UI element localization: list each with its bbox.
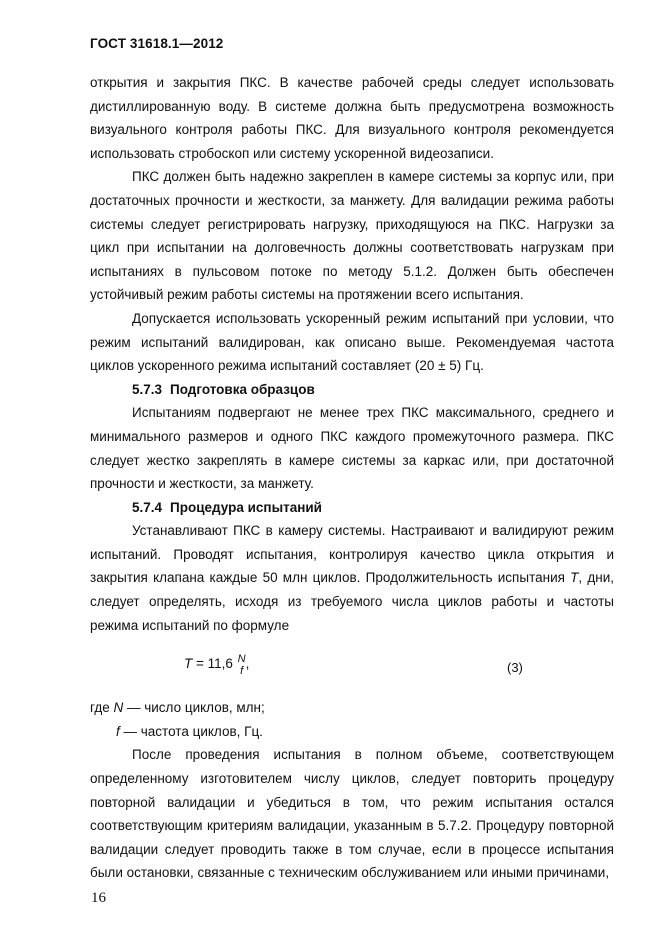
variable-t: T (570, 570, 579, 586)
section-title: Процедура испытаний (170, 499, 322, 515)
page-number: 16 (91, 890, 106, 906)
page-body (90, 71, 614, 885)
where-definition: — частота циклов, Гц. (119, 723, 263, 739)
where-line-n (90, 696, 614, 720)
formula-lhs: T (184, 656, 193, 672)
text-run: , дни, следует определять, исходя из требуемого числа циклов работы и частоты режима испытаний по формуле (90, 570, 614, 633)
where-prefix: где (90, 700, 114, 716)
section-number: 5.7.4 (132, 499, 163, 515)
section-heading-5-7-4 (90, 496, 614, 520)
variable-f: f (116, 723, 120, 739)
paragraph-sample-preparation: Испытаниям подвергают не менее трех ПКС максимального, среднего и минимального размеров и одного ПКС каждого промежуточного размера. ПКС следует жестко закреплять в камере системы за каркас или, при достаточной прочности и жесткости, за манжету. (90, 405, 614, 492)
formula-denominator: f (240, 664, 244, 677)
formula-numerator: N (237, 652, 246, 665)
standard-header: ГОСТ 31618.1—2012 (90, 36, 224, 51)
where-definition: — число циклов, млн; (123, 700, 265, 716)
formula-tail: , (245, 656, 250, 672)
formula-number: (3) (507, 660, 523, 676)
paragraph-accelerated-mode: Допускается использовать ускоренный режим испытаний при условии, что режим испытаний валидирован, как описано выше. Рекомендуемая частота циклов ускоренного режима испытаний составляет (20 ± 5) Гц. (90, 310, 614, 374)
paragraph-revalidation: После проведения испытания в полном объеме, соответствующем определенному изготовителем числу циклов, следует повторить процедуру повторной валидации и убедиться в том, что режим испытания остался соответствующим критериям валидации, указанным в 5.7.2. Процедуру повторной валидации следует проводить также в том случае, если в процессе испытания были остановки, связанные с техническим обслуживанием или иными причинами, (90, 747, 614, 881)
formula-block (90, 640, 614, 690)
paragraph-mounting: ПКС должен быть надежно закреплен в камере системы за корпус или, при достаточных прочности и жесткости, за манжету. Для валидации режима работы системы следует регистрировать нагрузку, приходящуюся на ПКС. Нагрузки за цикл при испытании на долговечность должны соответствовать нагрузкам при испытаниях в пульсовом потоке по методу 5.1.2. Должен быть обеспечен устойчивый режим работы системы на протяжении всего испытания. (90, 169, 614, 303)
formula-fraction (238, 653, 246, 677)
text-run: Устанавливают ПКС в камеру системы. Настраивают и валидируют режим испытаний. Проводят испытания, контролируя качество цикла открытия и закрытия клапана каждые 50 млн циклов. Продолжительность испытания (90, 523, 614, 586)
variable-n: N (113, 700, 124, 716)
paragraph-continuation: открытия и закрытия ПКС. В качестве рабочей среды следует использовать дистиллированную воду. В системе должна быть предусмотрена возможность визуального контроля работы ПКС. Для визуального контроля рекомендуется использовать стробоскоп или систему ускоренной видеозаписи. (90, 75, 614, 161)
paragraph-test-procedure (90, 519, 614, 637)
section-title: Подготовка образцов (170, 381, 315, 397)
section-heading-5-7-3 (90, 378, 614, 402)
section-number: 5.7.3 (132, 381, 163, 397)
where-line-f (90, 720, 614, 744)
formula-coefficient: = 11,6 (192, 656, 237, 672)
formula (184, 652, 249, 676)
